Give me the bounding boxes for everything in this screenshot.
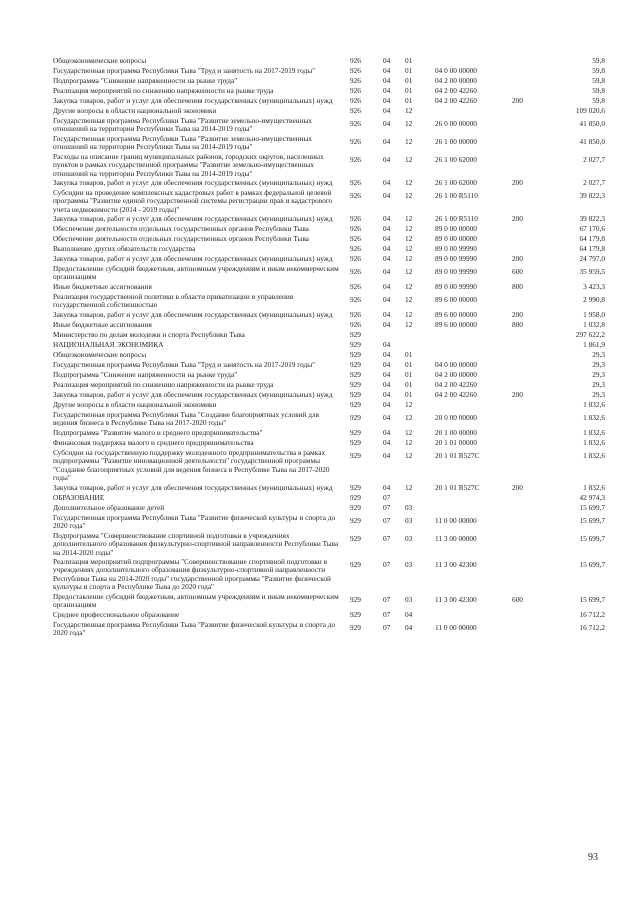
row-section-code: 04 xyxy=(383,400,391,409)
row-admin-code: 926 xyxy=(350,56,361,65)
row-amount: 67 170,6 xyxy=(579,224,605,233)
row-name: Среднее профессиональное образование xyxy=(53,610,180,619)
row-amount: 1 832,6 xyxy=(583,428,605,437)
row-name: Министерство по делам молодежи и спорта Республики Тыва xyxy=(53,330,245,339)
row-amount: 16 712,2 xyxy=(579,610,605,619)
row-target-article: 89 6 00 00000 xyxy=(435,295,477,304)
row-section-code: 07 xyxy=(383,503,391,512)
row-expense-type: 200 xyxy=(512,310,523,319)
row-amount: 1 832,6 xyxy=(583,413,605,422)
row-name: Подпрограмма "Снижение напряженности на рынке труда" xyxy=(53,370,238,379)
row-admin-code: 926 xyxy=(350,137,361,146)
row-subsection-code: 12 xyxy=(405,451,413,460)
table-row xyxy=(53,621,605,639)
row-name: Иные бюджетные ассигнования xyxy=(53,320,152,329)
row-admin-code: 926 xyxy=(350,320,361,329)
row-subsection-code: 01 xyxy=(405,350,413,359)
row-amount: 59,8 xyxy=(592,66,605,75)
row-amount: 15 699,7 xyxy=(579,516,605,525)
row-admin-code: 929 xyxy=(350,350,361,359)
row-amount: 29,3 xyxy=(592,380,605,389)
row-subsection-code: 12 xyxy=(405,106,413,115)
row-target-article: 26 1 00 R5110 xyxy=(435,191,478,200)
row-subsection-code: 04 xyxy=(405,623,413,632)
row-target-article: 04 2 00 42260 xyxy=(435,390,477,399)
row-target-article: 04 2 00 42260 xyxy=(435,96,477,105)
row-section-code: 04 xyxy=(383,178,391,187)
row-section-code: 04 xyxy=(383,267,391,276)
row-subsection-code: 12 xyxy=(405,244,413,253)
row-admin-code: 926 xyxy=(350,254,361,263)
row-amount: 1 032,8 xyxy=(583,320,605,329)
row-section-code: 04 xyxy=(383,310,391,319)
row-section-code: 04 xyxy=(383,224,391,233)
row-section-code: 04 xyxy=(383,483,391,492)
row-amount: 109 020,6 xyxy=(575,106,605,115)
row-section-code: 07 xyxy=(383,516,391,525)
row-subsection-code: 01 xyxy=(405,370,413,379)
row-amount: 16 712,2 xyxy=(579,623,605,632)
row-subsection-code: 12 xyxy=(405,400,413,409)
row-section-code: 04 xyxy=(383,340,391,349)
row-name: Другие вопросы в области национальной экономики xyxy=(53,106,217,115)
row-target-article: 04 0 00 00000 xyxy=(435,360,477,369)
row-amount: 41 850,0 xyxy=(579,119,605,128)
row-admin-code: 929 xyxy=(350,483,361,492)
row-target-article: 26 1 00 00000 xyxy=(435,137,477,146)
row-target-article: 89 0 00 99990 xyxy=(435,267,477,276)
row-name: Государственная программа Республики Тыва "Развитие физической культуры и спорта до 2020 года" xyxy=(53,620,336,638)
row-admin-code: 926 xyxy=(350,234,361,243)
row-subsection-code: 01 xyxy=(405,360,413,369)
row-admin-code: 926 xyxy=(350,282,361,291)
row-amount: 24 797,0 xyxy=(579,254,605,263)
row-section-code: 04 xyxy=(383,370,391,379)
row-section-code: 04 xyxy=(383,413,391,422)
row-target-article: 20 1 00 00000 xyxy=(435,428,477,437)
row-section-code: 04 xyxy=(383,86,391,95)
row-section-code: 04 xyxy=(383,320,391,329)
row-section-code: 07 xyxy=(383,493,391,502)
row-subsection-code: 03 xyxy=(405,595,413,604)
table-row xyxy=(53,532,605,558)
row-name: Закупка товаров, работ и услуг для обеспечения государственных (муниципальных) нужд xyxy=(53,483,333,492)
row-target-article: 04 2 00 42260 xyxy=(435,380,477,389)
row-name: Обеспечение деятельности отдельных государственных органов Республики Тыва xyxy=(53,234,309,243)
row-amount: 15 699,7 xyxy=(579,595,605,604)
row-section-code: 04 xyxy=(383,137,391,146)
row-target-article: 20 1 01 R527C xyxy=(435,451,480,460)
row-name: Общеэкономические вопросы xyxy=(53,350,147,359)
row-expense-type: 200 xyxy=(512,96,523,105)
row-section-code: 04 xyxy=(383,244,391,253)
row-name: Реализация мероприятий по снижению напряженности на рынке труда xyxy=(53,380,274,389)
row-section-code: 07 xyxy=(383,560,391,569)
row-admin-code: 929 xyxy=(350,493,361,502)
row-name: Государственная программа Республики Тыва "Создание благоприятных условий для ведения бизнеса в Республике Тыва на 2017-2020 годы" xyxy=(53,410,319,428)
row-admin-code: 929 xyxy=(350,428,361,437)
row-amount: 59,8 xyxy=(592,86,605,95)
row-name: Предоставление субсидий бюджетным, автономным учреждениям и иным некоммерческим организациям xyxy=(53,264,339,282)
row-target-article: 89 0 00 00000 xyxy=(435,234,477,243)
row-admin-code: 926 xyxy=(350,86,361,95)
row-subsection-code: 12 xyxy=(405,214,413,223)
row-section-code: 04 xyxy=(383,295,391,304)
row-section-code: 07 xyxy=(383,623,391,632)
row-name: ОБРАЗОВАНИЕ xyxy=(53,493,105,502)
row-target-article: 20 1 01 R527C xyxy=(435,483,480,492)
row-amount: 29,3 xyxy=(592,390,605,399)
row-expense-type: 200 xyxy=(512,254,523,263)
row-amount: 35 959,5 xyxy=(579,267,605,276)
row-target-article: 89 0 00 00000 xyxy=(435,224,477,233)
row-target-article: 11 0 00 00000 xyxy=(435,623,477,632)
row-name: Подпрограмма "Совершенствование спортивной подготовки в учреждениях дополнительного образования физкультурно-спортивной направленности Республики Тыва на 2014-2020 годы" xyxy=(53,531,339,557)
row-admin-code: 926 xyxy=(350,191,361,200)
table-row xyxy=(53,117,605,135)
row-subsection-code: 01 xyxy=(405,390,413,399)
row-section-code: 04 xyxy=(383,155,391,164)
row-subsection-code: 12 xyxy=(405,178,413,187)
row-amount: 1 832,6 xyxy=(583,438,605,447)
row-target-article: 89 0 00 99990 xyxy=(435,244,477,253)
row-amount: 42 974,3 xyxy=(579,493,605,502)
row-target-article: 11 0 00 00000 xyxy=(435,516,477,525)
row-amount: 1 832,6 xyxy=(583,400,605,409)
row-name: Субсидии на государственную поддержку молодежного предпринимательства в рамках подпрограммы "Развитие инновационной деятельности" государственной программы "Создание благоприятных условий для ведения бизнеса в Республике Тыва на 2017-2020 годы" xyxy=(53,448,330,483)
row-subsection-code: 12 xyxy=(405,254,413,263)
row-subsection-code: 04 xyxy=(405,610,413,619)
row-name: Иные бюджетные ассигнования xyxy=(53,282,152,291)
row-expense-type: 200 xyxy=(512,214,523,223)
row-target-article: 04 2 00 42260 xyxy=(435,86,477,95)
row-section-code: 04 xyxy=(383,254,391,263)
row-admin-code: 926 xyxy=(350,295,361,304)
row-name: Закупка товаров, работ и услуг для обеспечения государственных (муниципальных) нужд xyxy=(53,254,333,263)
row-amount: 41 850,0 xyxy=(579,137,605,146)
table-row xyxy=(53,449,605,484)
row-subsection-code: 01 xyxy=(405,86,413,95)
row-target-article: 89 0 00 99990 xyxy=(435,254,477,263)
row-admin-code: 929 xyxy=(350,560,361,569)
row-section-code: 04 xyxy=(383,96,391,105)
row-section-code: 04 xyxy=(383,191,391,200)
row-target-article: 26 0 00 00000 xyxy=(435,119,477,128)
row-expense-type: 200 xyxy=(512,483,523,492)
row-amount: 29,3 xyxy=(592,370,605,379)
row-amount: 59,8 xyxy=(592,56,605,65)
row-amount: 1 958,0 xyxy=(583,310,605,319)
row-name: Выполнение других обязательств государства xyxy=(53,244,196,253)
row-target-article: 11 3 00 00000 xyxy=(435,534,477,543)
row-subsection-code: 03 xyxy=(405,503,413,512)
row-target-article: 11 3 00 42300 xyxy=(435,595,477,604)
row-amount: 59,8 xyxy=(592,96,605,105)
row-name: Обеспечение деятельности отдельных государственных органов Республики Тыва xyxy=(53,224,309,233)
row-subsection-code: 12 xyxy=(405,428,413,437)
budget-table xyxy=(53,57,605,639)
row-name: Закупка товаров, работ и услуг для обеспечения государственных (муниципальных) нужд xyxy=(53,178,333,187)
row-section-code: 04 xyxy=(383,390,391,399)
row-amount: 39 822,3 xyxy=(579,191,605,200)
row-name: Государственная программа Республики Тыва "Развитие земельно-имущественных отношений на территории Республики Тыва на 2014-2019 годы" xyxy=(53,134,313,152)
row-admin-code: 926 xyxy=(350,267,361,276)
table-row xyxy=(53,411,605,429)
row-admin-code: 929 xyxy=(350,330,361,339)
row-admin-code: 929 xyxy=(350,400,361,409)
row-subsection-code: 12 xyxy=(405,267,413,276)
row-target-article: 20 0 00 00000 xyxy=(435,413,477,422)
row-admin-code: 926 xyxy=(350,119,361,128)
row-target-article: 89 6 00 00000 xyxy=(435,320,477,329)
row-amount: 29,3 xyxy=(592,350,605,359)
row-amount: 3 423,3 xyxy=(583,282,605,291)
row-name: Реализация мероприятий подпрограммы "Совершенствование спортивной подготовки в учреждениях дополнительного образования физкультурно-спортивной направленности Республики Тыва на 2014-2020 годы" государственной программы "Развитие физической культуры и спорта в Республике Тыва до 2020 года" xyxy=(53,557,331,592)
table-row xyxy=(53,153,605,179)
row-name: Реализация государственной политики в области приватизации и управления государственной собственностью xyxy=(53,292,294,310)
row-name: Государственная программа Республики Тыва "Труд и занятость на 2017-2019 годы" xyxy=(53,360,316,369)
row-name: Государственная программа Республики Тыва "Труд и занятость на 2017-2019 годы" xyxy=(53,66,316,75)
row-section-code: 07 xyxy=(383,595,391,604)
row-name: НАЦИОНАЛЬНАЯ ЭКОНОМИКА xyxy=(53,340,164,349)
row-amount: 29,3 xyxy=(592,360,605,369)
row-subsection-code: 12 xyxy=(405,155,413,164)
row-admin-code: 929 xyxy=(350,610,361,619)
row-section-code: 04 xyxy=(383,214,391,223)
row-name: Дополнительное образование детей xyxy=(53,503,165,512)
table-row xyxy=(53,593,605,611)
row-target-article: 04 0 00 00000 xyxy=(435,66,477,75)
row-expense-type: 600 xyxy=(512,267,523,276)
row-section-code: 04 xyxy=(383,119,391,128)
row-amount: 1 861,9 xyxy=(583,340,605,349)
row-subsection-code: 01 xyxy=(405,56,413,65)
row-amount: 64 179,8 xyxy=(579,234,605,243)
row-section-code: 04 xyxy=(383,451,391,460)
row-subsection-code: 01 xyxy=(405,76,413,85)
row-subsection-code: 12 xyxy=(405,137,413,146)
row-subsection-code: 12 xyxy=(405,310,413,319)
row-admin-code: 926 xyxy=(350,76,361,85)
row-subsection-code: 03 xyxy=(405,560,413,569)
row-name: Государственная программа Республики Тыва "Развитие физической культуры и спорта до 2020 года" xyxy=(53,513,336,531)
table-row xyxy=(53,514,605,532)
row-target-article: 20 1 01 00000 xyxy=(435,438,477,447)
row-subsection-code: 01 xyxy=(405,380,413,389)
row-admin-code: 929 xyxy=(350,370,361,379)
row-expense-type: 800 xyxy=(512,282,523,291)
table-row xyxy=(53,293,605,311)
row-target-article: 26 1 00 62000 xyxy=(435,155,477,164)
row-admin-code: 929 xyxy=(350,503,361,512)
row-section-code: 04 xyxy=(383,56,391,65)
row-amount: 64 179,8 xyxy=(579,244,605,253)
table-row xyxy=(53,484,605,494)
row-subsection-code: 12 xyxy=(405,438,413,447)
row-target-article: 89 6 00 00000 xyxy=(435,310,477,319)
row-expense-type: 600 xyxy=(512,595,523,604)
row-name: Подпрограмма "Снижение напряженности на рынке труда" xyxy=(53,76,238,85)
row-amount: 2 027,7 xyxy=(583,155,605,164)
row-section-code: 04 xyxy=(383,380,391,389)
row-admin-code: 926 xyxy=(350,244,361,253)
row-name: Государственная программа Республики Тыва "Развитие земельно-имущественных отношений на территории Республики Тыва на 2014-2019 годы" xyxy=(53,116,313,134)
row-subsection-code: 12 xyxy=(405,234,413,243)
row-amount: 2 990,8 xyxy=(583,295,605,304)
row-admin-code: 926 xyxy=(350,96,361,105)
row-section-code: 04 xyxy=(383,282,391,291)
row-amount: 39 822,3 xyxy=(579,214,605,223)
row-name: Реализация мероприятий по снижению напряженности на рынке труда xyxy=(53,86,274,95)
table-row xyxy=(53,135,605,153)
row-expense-type: 200 xyxy=(512,390,523,399)
row-subsection-code: 12 xyxy=(405,282,413,291)
row-expense-type: 200 xyxy=(512,178,523,187)
table-row xyxy=(53,265,605,283)
row-section-code: 07 xyxy=(383,534,391,543)
table-row xyxy=(53,558,605,593)
row-target-article: 04 2 00 00000 xyxy=(435,76,477,85)
row-subsection-code: 12 xyxy=(405,119,413,128)
row-amount: 297 622,2 xyxy=(575,330,605,339)
row-expense-type: 800 xyxy=(512,320,523,329)
row-section-code: 04 xyxy=(383,350,391,359)
table-row xyxy=(53,189,605,215)
row-subsection-code: 12 xyxy=(405,320,413,329)
row-admin-code: 929 xyxy=(350,534,361,543)
row-section-code: 04 xyxy=(383,438,391,447)
row-subsection-code: 12 xyxy=(405,295,413,304)
row-admin-code: 929 xyxy=(350,595,361,604)
row-admin-code: 929 xyxy=(350,451,361,460)
page-number: 93 xyxy=(588,852,598,863)
row-subsection-code: 12 xyxy=(405,224,413,233)
row-name: Финансовая поддержка малого и среднего предпринимательства xyxy=(53,438,254,447)
row-admin-code: 929 xyxy=(350,340,361,349)
row-amount: 15 699,7 xyxy=(579,534,605,543)
row-admin-code: 929 xyxy=(350,623,361,632)
row-admin-code: 929 xyxy=(350,360,361,369)
row-subsection-code: 01 xyxy=(405,66,413,75)
row-admin-code: 926 xyxy=(350,310,361,319)
row-target-article: 11 3 00 42300 xyxy=(435,560,477,569)
row-name: Закупка товаров, работ и услуг для обеспечения государственных (муниципальных) нужд xyxy=(53,96,333,105)
row-admin-code: 926 xyxy=(350,66,361,75)
row-section-code: 07 xyxy=(383,610,391,619)
row-name: Другие вопросы в области национальной экономики xyxy=(53,400,217,409)
row-target-article: 26 1 00 62000 xyxy=(435,178,477,187)
row-name: Общеэкономические вопросы xyxy=(53,56,147,65)
row-section-code: 04 xyxy=(383,66,391,75)
row-subsection-code: 01 xyxy=(405,96,413,105)
row-admin-code: 929 xyxy=(350,380,361,389)
row-admin-code: 929 xyxy=(350,438,361,447)
row-section-code: 04 xyxy=(383,428,391,437)
row-admin-code: 926 xyxy=(350,224,361,233)
row-target-article: 04 2 00 00000 xyxy=(435,370,477,379)
row-name: Предоставление субсидий бюджетным, автономным учреждениям и иным некоммерческим организациям xyxy=(53,592,339,610)
row-name: Закупка товаров, работ и услуг для обеспечения государственных (муниципальных) нужд xyxy=(53,390,333,399)
row-subsection-code: 03 xyxy=(405,516,413,525)
row-target-article: 26 1 00 R5110 xyxy=(435,214,478,223)
row-name: Закупка товаров, работ и услуг для обеспечения государственных (муниципальных) нужд xyxy=(53,214,333,223)
row-amount: 1 832,6 xyxy=(583,451,605,460)
row-admin-code: 926 xyxy=(350,155,361,164)
row-amount: 1 832,6 xyxy=(583,483,605,492)
row-name: Подпрограмма "Развитие малого и среднего предпринимательства" xyxy=(53,428,263,437)
row-admin-code: 929 xyxy=(350,413,361,422)
row-name: Субсидии на проведение комплексных кадастровых работ в рамках федеральной целевой программы "Развитие единой государственной системы регистрации прав и кадастрового учета недвижимости (2014 - 2019 годы)" xyxy=(53,188,333,214)
row-target-article: 89 0 00 99990 xyxy=(435,282,477,291)
row-section-code: 04 xyxy=(383,76,391,85)
row-subsection-code: 12 xyxy=(405,191,413,200)
row-name: Закупка товаров, работ и услуг для обеспечения государственных (муниципальных) нужд xyxy=(53,310,333,319)
row-amount: 59,8 xyxy=(592,76,605,85)
row-admin-code: 929 xyxy=(350,390,361,399)
row-amount: 15 699,7 xyxy=(579,503,605,512)
row-section-code: 04 xyxy=(383,234,391,243)
row-amount: 2 027,7 xyxy=(583,178,605,187)
row-amount: 15 699,7 xyxy=(579,560,605,569)
row-admin-code: 926 xyxy=(350,178,361,187)
row-name: Расходы на описание границ муниципальных районов, городских округов, населенных пунктов в рамках государственной программы "Развитие земельно-имущественных отношений на территории Республики Тыва на 2014-2019 годы" xyxy=(53,152,324,178)
row-subsection-code: 03 xyxy=(405,534,413,543)
row-admin-code: 926 xyxy=(350,106,361,115)
row-subsection-code: 12 xyxy=(405,483,413,492)
row-section-code: 04 xyxy=(383,360,391,369)
row-admin-code: 929 xyxy=(350,516,361,525)
row-admin-code: 926 xyxy=(350,214,361,223)
row-subsection-code: 12 xyxy=(405,413,413,422)
row-section-code: 04 xyxy=(383,106,391,115)
